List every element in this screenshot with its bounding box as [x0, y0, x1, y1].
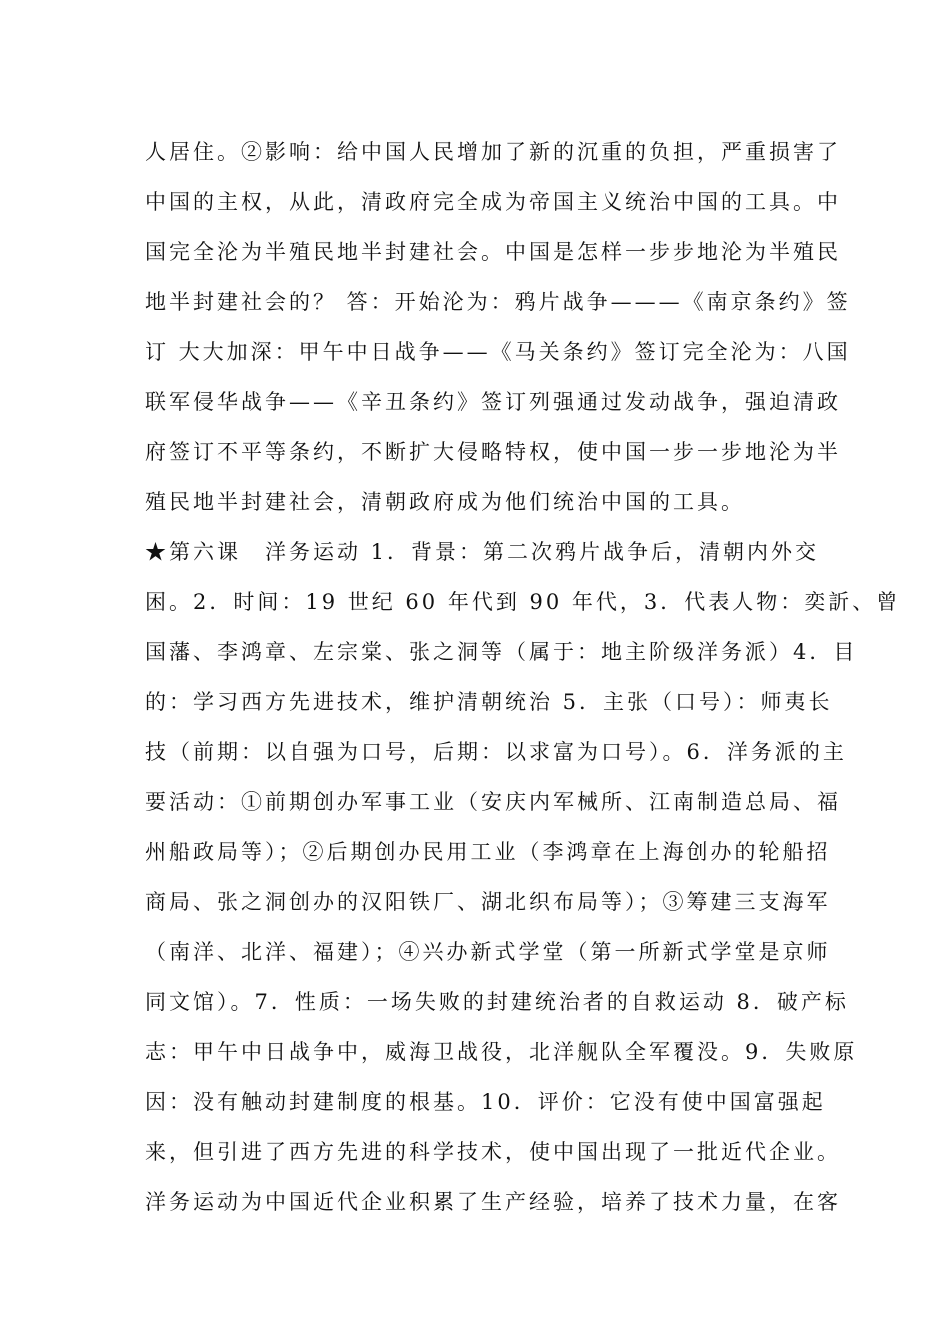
text-line: 商局、张之洞创办的汉阳铁厂、湖北织布局等）；③筹建三支海军	[145, 890, 831, 914]
text-line: 志：甲午中日战争中，威海卫战役，北洋舰队全军覆没。9．失败原	[145, 1040, 858, 1064]
lesson-heading-line: ★第六课 洋务运动 1．背景：第二次鸦片战争后，清朝内外交	[145, 540, 820, 564]
text-line: 技（前期：以自强为口号，后期：以求富为口号）。6．洋务派的主	[145, 740, 847, 764]
text-line: 同文馆）。7．性质：一场失败的封建统治者的自救运动 8．破产标	[145, 990, 849, 1014]
text-line: 因：没有触动封建制度的根基。10．评价：它没有使中国富强起	[145, 1090, 826, 1114]
text-line: 殖民地半封建社会，清朝政府成为他们统治中国的工具。	[145, 490, 745, 514]
text-line: （南洋、北洋、福建）；④兴办新式学堂（第一所新式学堂是京师	[145, 940, 831, 964]
text-line: 地半封建社会的？ 答：开始沦为：鸦片战争———《南京条约》签	[145, 290, 851, 314]
text-line: 洋务运动为中国近代企业积累了生产经验，培养了技术力量，在客	[145, 1190, 841, 1214]
text-line: 的：学习西方先进技术，维护清朝统治 5．主张（口号）：师夷长	[145, 690, 833, 714]
text-line: 订 大大加深：甲午中日战争——《马关条约》签订完全沦为：八国	[145, 340, 851, 364]
text-line: 国藩、李鸿章、左宗棠、张之洞等（属于：地主阶级洋务派）4．目	[145, 640, 858, 664]
text-line: 府签订不平等条约，不断扩大侵略特权，使中国一步一步地沦为半	[145, 440, 841, 464]
text-line: 困。2．时间：19 世纪 60 年代到 90 年代，3．代表人物：奕訢、曾	[145, 590, 901, 614]
text-line: 国完全沦为半殖民地半封建社会。中国是怎样一步步地沦为半殖民	[145, 240, 841, 264]
text-line: 要活动：①前期创办军事工业（安庆内军械所、江南制造总局、福	[145, 790, 841, 814]
text-line: 人居住。②影响：给中国人民增加了新的沉重的负担，严重损害了	[145, 140, 841, 164]
text-line: 州船政局等）；②后期创办民用工业（李鸿章在上海创办的轮船招	[145, 840, 831, 864]
text-line: 中国的主权，从此，清政府完全成为帝国主义统治中国的工具。中	[145, 190, 841, 214]
text-line: 联军侵华战争——《辛丑条约》签订列强通过发动战争，强迫清政	[145, 390, 841, 414]
text-line: 来，但引进了西方先进的科学技术，使中国出现了一批近代企业。	[145, 1140, 841, 1164]
